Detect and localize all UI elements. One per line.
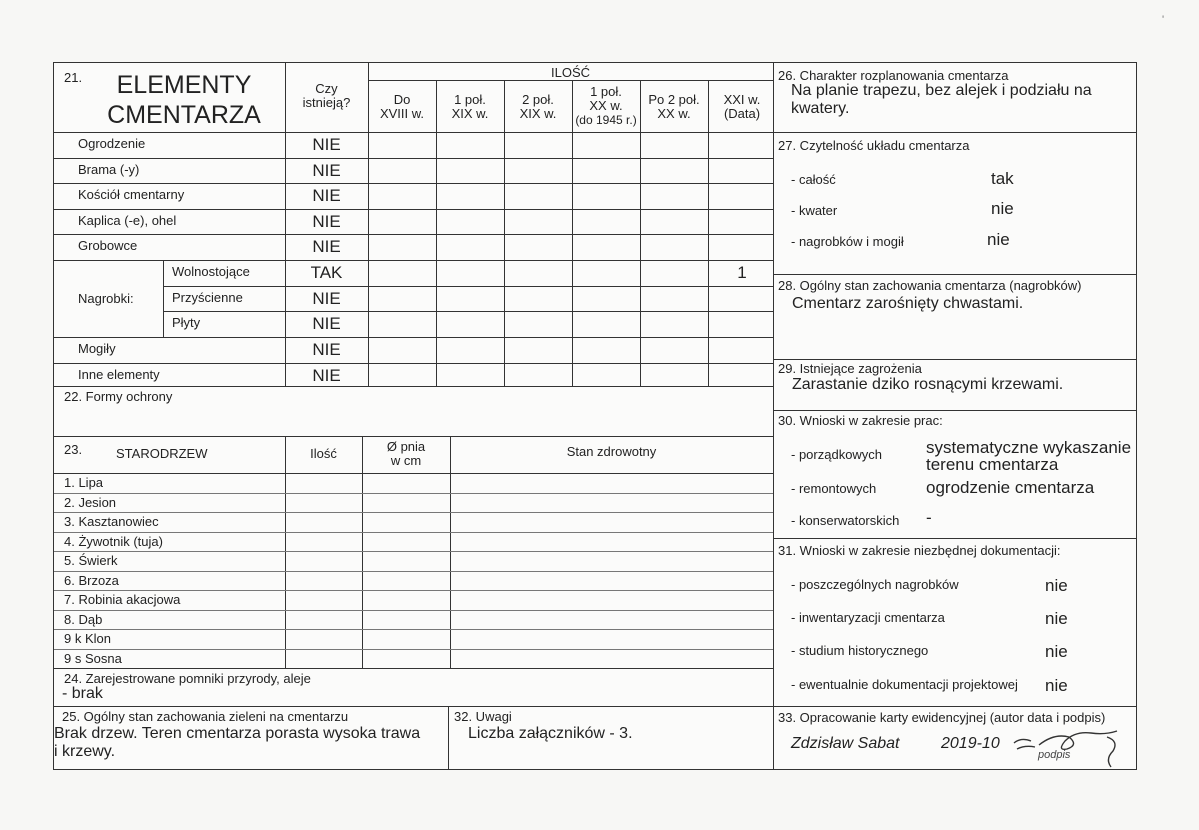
- nagrobki-label: Nagrobki:: [78, 291, 134, 306]
- tree-species-row: 8. Dąb: [64, 611, 103, 627]
- period-column-header: Do XVIII w.: [379, 92, 425, 121]
- element-row-label: Kaplica (-e), ohel: [78, 213, 177, 228]
- s27-item-label: - całość: [791, 172, 836, 187]
- health-status-header: Stan zdrowotny: [566, 444, 657, 459]
- section-27-label: 27. Czytelność układu cmentarza: [778, 138, 970, 153]
- starodrzew-header: STARODRZEW: [116, 446, 208, 461]
- tree-species-row: 4. Żywotnik (tuja): [64, 533, 163, 549]
- section-33-label: 33. Opracowanie karty ewidencyjnej (autor data i podpis): [778, 710, 1106, 725]
- section-21-title-line2: CMENTARZA: [107, 101, 261, 129]
- element-row-label: Przyścienne: [172, 290, 243, 305]
- tree-species-row: 1. Lipa: [64, 475, 104, 490]
- s31-item-value: nie: [1045, 642, 1068, 661]
- section-25-label: 25. Ogólny stan zachowania zieleni na cmentarzu: [62, 709, 349, 724]
- s31-item-label: - poszczególnych nagrobków: [791, 577, 959, 592]
- s30-item-value: ogrodzenie cmentarza: [926, 478, 1095, 497]
- section-26-line1: Na planie trapezu, bez alejek i podziału na: [791, 82, 1092, 99]
- s27-item-value: tak: [991, 169, 1014, 188]
- trunk-diameter-header: Ø pnia w cm: [386, 439, 426, 468]
- tree-species-row: 3. Kasztanowiec: [64, 514, 159, 529]
- xxi-century-count: 1: [737, 263, 747, 282]
- section-30-label: 30. Wnioski w zakresie prac:: [778, 413, 943, 428]
- tree-species-row: 9 s Sosna: [64, 650, 122, 666]
- tree-count-header: Ilość: [310, 446, 337, 461]
- tree-species-row: 5. Świerk: [64, 553, 118, 568]
- element-exists-value: NIE: [312, 289, 341, 308]
- element-exists-value: NIE: [312, 186, 341, 205]
- element-row-label: Płyty: [172, 315, 201, 330]
- section-22-label: 22. Formy ochrony: [64, 389, 173, 404]
- section-29-value: Zarastanie dziko rosnącymi krzewami.: [792, 376, 1064, 393]
- element-exists-value: NIE: [312, 340, 341, 359]
- element-exists-value: NIE: [312, 314, 341, 333]
- element-exists-value: NIE: [312, 212, 341, 231]
- element-row-label: Grobowce: [78, 238, 138, 253]
- s30-item-value: systematyczne wykaszanie: [926, 438, 1132, 457]
- s27-item-label: - kwater: [791, 203, 838, 218]
- element-row-label: Wolnostojące: [172, 264, 250, 279]
- tree-species-row: 2. Jesion: [64, 494, 117, 510]
- section-25-line2: i krzewy.: [54, 743, 116, 760]
- section-32-label: 32. Uwagi: [454, 709, 512, 724]
- section-25-line1: Brak drzew. Teren cmentarza porasta wysoka trawa: [54, 725, 421, 742]
- tree-species-row: 6. Brzoza: [64, 572, 119, 588]
- section-24-label: 24. Zarejestrowane pomniki przyrody, aleje: [64, 671, 311, 686]
- section-29-label: 29. Istniejące zagrożenia: [778, 361, 922, 376]
- period-column-header: 1 poł. XIX w.: [451, 92, 489, 121]
- s31-item-value: nie: [1045, 609, 1068, 628]
- s31-item-value: nie: [1045, 676, 1068, 695]
- s31-item-label: - studium historycznego: [791, 643, 929, 658]
- czy-istnieja-header: Czy istnieją?: [302, 81, 351, 110]
- element-exists-value: NIE: [312, 237, 341, 256]
- element-exists-value: NIE: [312, 366, 341, 385]
- s30-item-value: -: [926, 508, 932, 527]
- handwritten-signature-icon: [1009, 723, 1129, 771]
- author-name: Zdzisław Sabat: [791, 735, 900, 752]
- evidence-card-frame: [53, 62, 1137, 770]
- s27-item-label: - nagrobków i mogił: [791, 234, 904, 249]
- section-21-title-line1: ELEMENTY: [116, 71, 252, 99]
- section-26-line2: kwatery.: [791, 100, 850, 117]
- s27-item-value: nie: [991, 199, 1014, 218]
- element-row-label: Ogrodzenie: [78, 136, 146, 151]
- section-28-value: Cmentarz zarośnięty chwastami.: [792, 295, 1024, 312]
- element-exists-value: NIE: [312, 161, 341, 180]
- section-28-label: 28. Ogólny stan zachowania cmentarza (nagrobków): [778, 278, 1082, 293]
- section-23-number: 23.: [64, 442, 83, 457]
- s31-item-label: - inwentaryzacji cmentarza: [791, 610, 945, 625]
- period-column-header: 2 poł. XIX w.: [519, 92, 557, 121]
- column-divider: [773, 63, 774, 769]
- element-row-label: Kościół cmentarny: [78, 187, 185, 202]
- element-row-label: Brama (-y): [78, 162, 140, 177]
- period-column-header: Po 2 poł. XX w.: [648, 92, 700, 121]
- podpis-caption: podpis: [1038, 749, 1071, 761]
- element-exists-value: NIE: [312, 135, 341, 154]
- section-21-number: 21.: [64, 70, 83, 85]
- ilosc-header: ILOŚĆ: [550, 65, 590, 80]
- scan-corner-mark: ': [1162, 14, 1165, 26]
- element-exists-value: TAK: [310, 263, 343, 282]
- section-31-label: 31. Wnioski w zakresie niezbędnej dokumentacji:: [778, 543, 1061, 558]
- s30-item-label: - porządkowych: [791, 447, 883, 462]
- s30-item-label: - konserwatorskich: [791, 513, 900, 528]
- tree-species-row: 7. Robinia akacjowa: [64, 592, 181, 607]
- section-32-value: Liczba załączników - 3.: [468, 725, 633, 742]
- s30-item-label: - remontowych: [791, 481, 877, 496]
- period-column-header: 1 poł. XX w. (do 1945 r.): [575, 84, 637, 127]
- s30-item-value-cont: terenu cmentarza: [926, 455, 1059, 474]
- period-column-header: XXI w. (Data): [723, 92, 761, 121]
- s31-item-label: - ewentualnie dokumentacji projektowej: [791, 677, 1018, 692]
- element-row-label: Mogiły: [78, 341, 116, 356]
- section-26-label: 26. Charakter rozplanowania cmentarza: [778, 68, 1009, 83]
- element-row-label: Inne elementy: [78, 367, 160, 382]
- card-date: 2019-10: [941, 735, 1000, 752]
- s27-item-value: nie: [987, 230, 1010, 249]
- tree-species-row: 9 k Klon: [64, 631, 111, 646]
- s31-item-value: nie: [1045, 576, 1068, 595]
- section-24-value: - brak: [62, 685, 103, 702]
